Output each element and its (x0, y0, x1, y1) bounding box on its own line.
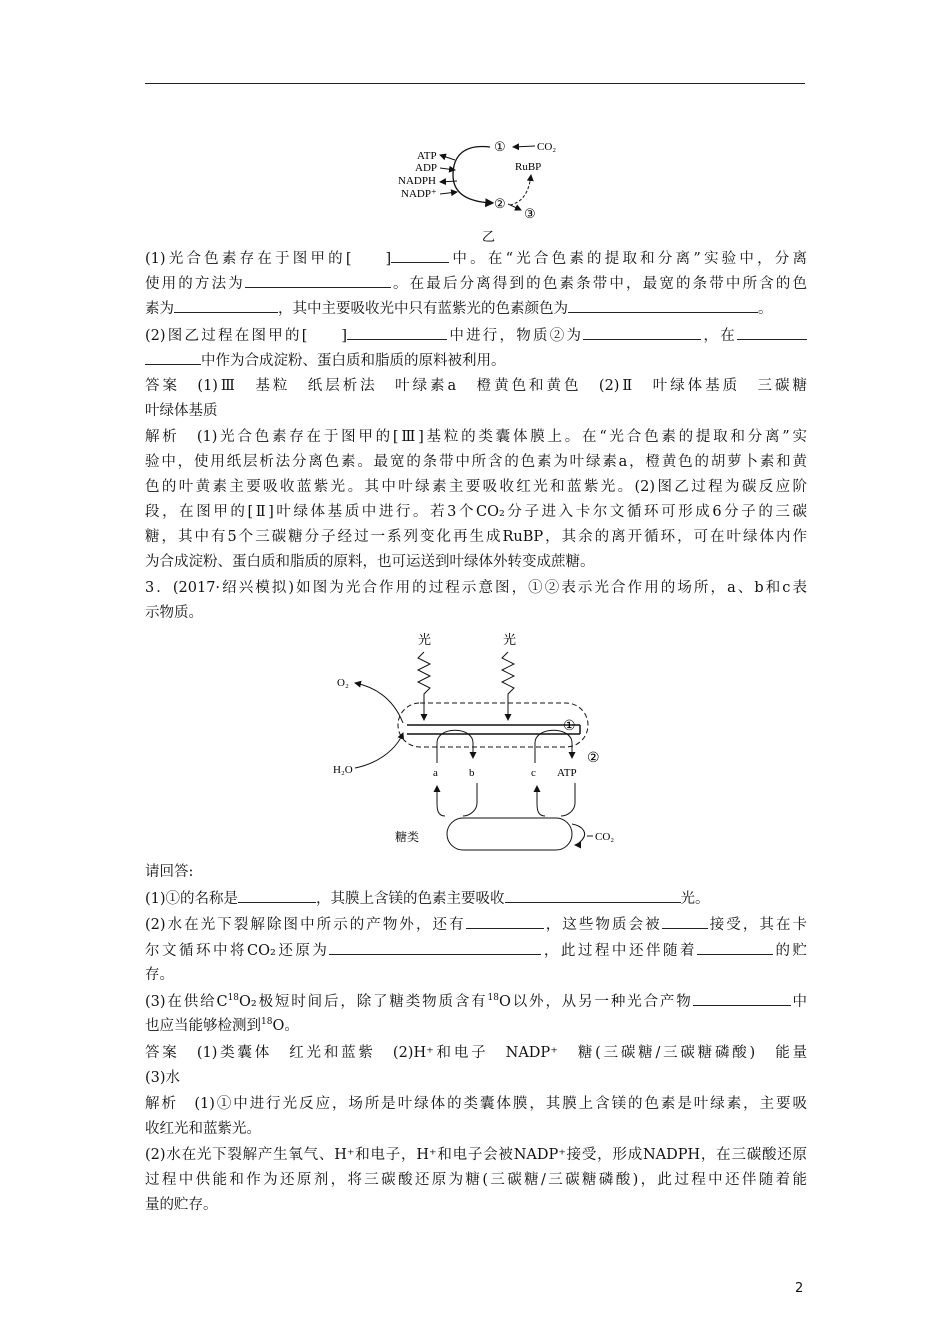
q3-analysis-line1: 解析 (1)①中进行光反应，场所是叶绿体的类囊体膜，其膜上含镁的色素是叶绿素，主要吸 (145, 1096, 807, 1112)
q3-answer-line1: 答案 (1)类囊体 红光和蓝紫 (2)H⁺和电子 NADP⁺ 糖(三碳糖/三碳糖磷酸) 能量 (145, 1045, 807, 1061)
q2-part2-line1: (2)图乙过程在图甲的[ ] 中进行，物质②为 ，在 (145, 325, 807, 346)
q3-answer-line2: (3)水 (145, 1070, 181, 1086)
o2-label: O₂ (337, 677, 349, 689)
q2-analysis-line4: 段，在图甲的[Ⅱ]叶绿体基质中进行。若3个CO₂分子进入卡尔文循环可形成6分子的三碳 (145, 504, 807, 520)
q3-analysis-line3: (2)水在光下裂解产生氧气、H⁺和电子，H⁺和电子会被NADP⁺接受，形成NADPH，在三碳酸还原 (145, 1147, 807, 1163)
q3-stem-line1: 3．(2017·绍兴模拟)如图为光合作用的过程示意图，①②表示光合作用的场所，a、b和c表 (145, 580, 807, 596)
figure-yi (395, 130, 575, 245)
label-b: b (469, 767, 475, 779)
q2-analysis-line6: 为合成淀粉、蛋白质和脂质的原料，也可运送到叶绿体外转变成蔗糖。 (145, 554, 595, 570)
q2-analysis-line3: 色的叶黄素主要吸收蓝紫光。其中叶绿素主要吸收红光和蓝紫光。(2)图乙过程为碳反应阶 (145, 479, 807, 495)
sugar-label: 糖类 (395, 830, 420, 844)
label-a: a (433, 767, 438, 779)
light-label-1: 光 (418, 632, 432, 647)
circle-2-label: ② (587, 751, 600, 766)
circle-1-label: ① (563, 719, 576, 734)
yi-nadp: NADP⁺ (401, 188, 437, 200)
page-number: 2 (795, 1281, 804, 1296)
yi-adp: ADP (415, 162, 438, 174)
yi-circle-3: ③ (524, 206, 536, 221)
q2-part1-line2: 使用的方法为 。在最后分离得到的色素条带中，最宽的条带中所含的色 (145, 273, 807, 294)
yi-caption: 乙 (482, 229, 496, 244)
h2o-label: H₂O (333, 764, 353, 776)
q2-analysis-line5: 糖，其中有5个三碳糖分子经过一系列变化再生成RuBP，其余的离开循环，可在叶绿体内作 (145, 529, 807, 545)
label-c: c (531, 767, 536, 779)
q2-analysis-line1: 解析 (1)光合色素存在于图甲的[Ⅲ]基粒的类囊体膜上。在“光合色素的提取和分离”实 (145, 429, 807, 445)
header-rule (145, 83, 805, 84)
q3-sub2-line3: 存。 (145, 967, 174, 983)
label-atp: ATP (557, 767, 577, 779)
q2-part1-line1: (1)光合色素存在于图甲的[ ] 中。在“光合色素的提取和分离”实验中，分离 (145, 248, 807, 269)
yi-co2: CO₂ (537, 141, 557, 153)
q2-answer-line1: 答案 (1)Ⅲ 基粒 纸层析法 叶绿素a 橙黄色和黄色 (2)Ⅱ 叶绿体基质 三碳糖 (145, 378, 807, 394)
q2-answer-line2: 叶绿体基质 (145, 403, 218, 419)
q2-analysis-line2: 验中，使用纸层析法分离色素。最宽的条带中所含的色素为叶绿素a，橙黄色的胡萝卜素和黄 (145, 454, 807, 470)
q2-part2-line2: 中作为合成淀粉、蛋白质和脂质的原料被利用。 (145, 350, 807, 371)
q3-sub3-line2: 也应当能够检测到$^{18}$O。 (145, 1017, 299, 1034)
yi-atp: ATP (417, 150, 437, 162)
q3-sub3-line1: (3)在供给$C^{18}O_2$极短时间后，除了糖类物质含有$^{18}$O以外，从另一种光合产物 中 (145, 991, 807, 1012)
q3-analysis-line2: 收红光和蓝紫光。 (145, 1121, 261, 1137)
co2-label: CO₂ (595, 831, 615, 843)
q3-stem-line2: 示物质。 (145, 605, 203, 621)
q3-analysis-line4: 过程中供能和作为还原剂，将三碳酸还原为糖(三碳糖/三碳糖磷酸)，此过程中还伴随着能 (145, 1172, 807, 1188)
q3-analysis-line5: 量的贮存。 (145, 1197, 218, 1213)
yi-rubp: RuBP (515, 161, 542, 173)
q3-sub1: (1)①的名称是 ，其膜上含镁的色素主要吸收 光。 (145, 888, 807, 909)
light-label-2: 光 (503, 632, 517, 647)
q2-part1-line3: 素为 ，其中主要吸收光中只有蓝紫光的色素颜色为 。 (145, 298, 807, 319)
yi-circle-2: ② (494, 196, 506, 211)
yi-circle-1: ① (494, 139, 506, 154)
figure-photosynthesis (325, 628, 625, 853)
q3-sub2-line1: (2)水在光下裂解除图中所示的产物外，还有 ，这些物质会被 接受，其在卡 (145, 914, 807, 935)
q3-sub2-line2: 尔文循环中将CO₂还原为 ，此过程中还伴随着 的贮 (145, 940, 807, 961)
q3-please-answer: 请回答: (145, 864, 194, 880)
yi-nadph: NADPH (398, 175, 436, 187)
